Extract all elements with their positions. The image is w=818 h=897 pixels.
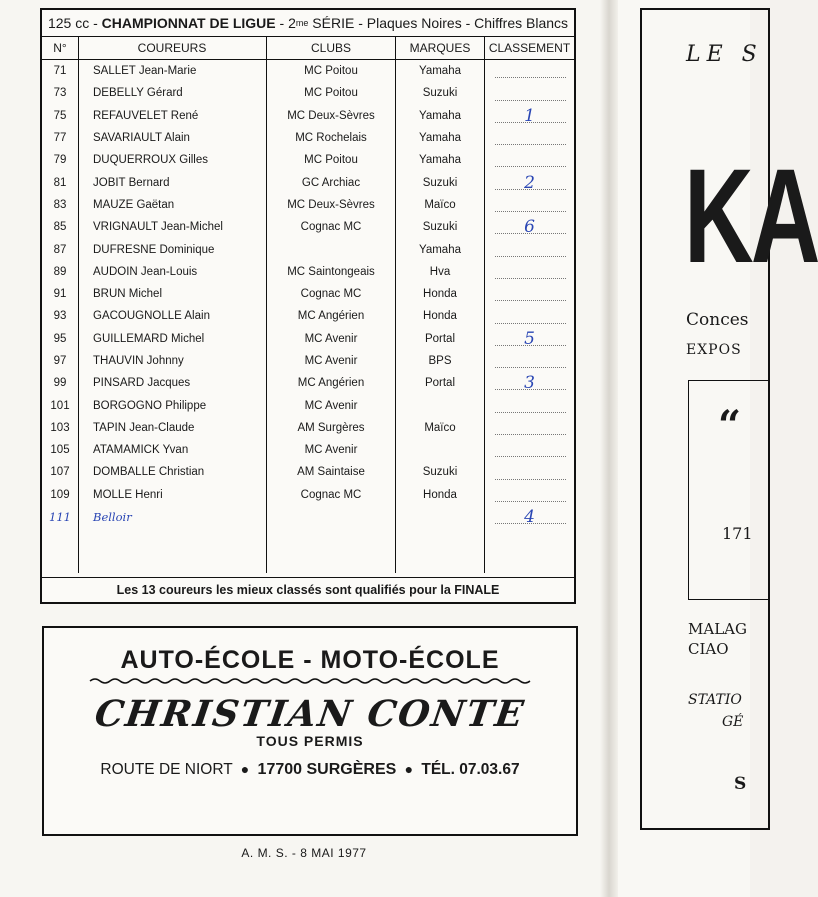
title-digits: Chiffres Blancs <box>474 15 569 31</box>
rider-name: BORGOGNO Philippe <box>79 394 267 416</box>
rider-club: MC Saintongeais <box>267 261 396 283</box>
blank-cell <box>42 551 79 573</box>
empty-brand <box>396 506 485 528</box>
ranking-dotted-line <box>495 211 566 212</box>
col-brands: MARQUES <box>396 37 485 60</box>
rider-name: GUILLEMARD Michel <box>79 328 267 350</box>
rider-name: DEBELLY Gérard <box>79 82 267 104</box>
title-plates: Plaques Noires <box>366 15 462 31</box>
ranking-handwritten: 3 <box>524 373 535 394</box>
ad-tagline: TOUS PERMIS <box>256 733 364 749</box>
rider-club: Cognac MC <box>267 216 396 238</box>
ranking-dotted-line <box>495 278 566 279</box>
col-riders: COUREURS <box>79 37 267 60</box>
rider-ranking <box>485 194 575 216</box>
table-row <box>42 171 574 193</box>
table-row <box>42 194 574 216</box>
blank-cell <box>396 528 485 550</box>
rider-ranking <box>485 283 575 305</box>
ranking-dotted-line <box>495 367 566 368</box>
handwritten-number: 111 <box>49 510 71 525</box>
col-clubs: CLUBS <box>267 37 396 60</box>
rider-ranking <box>485 82 575 104</box>
rider-ranking <box>485 417 575 439</box>
ad-city: 17700 SURGÈRES <box>257 761 397 778</box>
rider-name: JOBIT Bernard <box>79 171 267 193</box>
rider-brand: Yamaha <box>396 149 485 171</box>
right-big-letters: KA <box>684 142 818 291</box>
rider-number: 97 <box>53 355 67 367</box>
rider-brand: Yamaha <box>396 238 485 260</box>
rider-club: AM Surgères <box>267 417 396 439</box>
rider-club: MC Avenir <box>267 328 396 350</box>
ranking-dotted-line <box>495 479 566 480</box>
rider-brand: Yamaha <box>396 127 485 149</box>
rider-name: TAPIN Jean-Claude <box>79 417 267 439</box>
right-line-5: STATIO <box>688 692 742 708</box>
blank-cell <box>485 551 575 573</box>
rider-number: 79 <box>53 154 67 167</box>
table-row <box>42 394 574 416</box>
title-series-word: SÉRIE <box>312 15 355 31</box>
ranking-dotted-line <box>495 100 566 101</box>
rider-name: AUDOIN Jean-Louis <box>79 261 267 283</box>
rider-number: 105 <box>50 444 70 457</box>
rider-club: AM Saintaise <box>267 461 396 483</box>
blank-cell <box>267 528 396 550</box>
right-line-4: CIAO <box>688 640 729 658</box>
rider-brand: Honda <box>396 305 485 327</box>
driving-school-ad <box>42 626 578 836</box>
table-row <box>42 439 574 461</box>
handwritten-name: Belloir <box>79 506 267 528</box>
table-row <box>42 461 574 483</box>
empty-club <box>267 506 396 528</box>
rider-number: 75 <box>53 109 67 122</box>
ranking-dotted-line <box>495 456 566 457</box>
rider-name: SALLET Jean-Marie <box>79 60 267 83</box>
rider-ranking <box>485 105 575 127</box>
rider-number: 91 <box>53 288 67 301</box>
blank-cell <box>485 528 575 550</box>
ranking-handwritten: 5 <box>524 328 535 349</box>
rider-name: DUQUERROUX Gilles <box>79 149 267 171</box>
rider-brand: Suzuki <box>396 216 485 238</box>
ranking-dotted-line <box>495 300 566 301</box>
rider-ranking <box>485 171 575 193</box>
ranking-dotted-line <box>495 501 566 502</box>
ad-phone: TÉL. 07.03.67 <box>421 761 520 778</box>
ad-street: ROUTE DE NIORT <box>100 761 233 778</box>
rider-brand: Suzuki <box>396 461 485 483</box>
rider-brand: Portal <box>396 372 485 394</box>
table-row <box>42 238 574 260</box>
rider-ranking <box>485 328 575 350</box>
table-row <box>42 283 574 305</box>
ranking-handwritten: 2 <box>524 172 535 193</box>
right-line-6: GÉ <box>722 714 744 730</box>
title-sep-1: - <box>93 15 98 31</box>
rider-ranking <box>485 238 575 260</box>
rider-brand: BPS <box>396 350 485 372</box>
handwritten-ranking <box>485 506 575 528</box>
table-row <box>42 305 574 327</box>
bullet-icon: ● <box>404 761 414 777</box>
ranking-dotted-line <box>495 323 566 324</box>
table-row <box>42 417 574 439</box>
title-series-number: 2 <box>288 15 296 31</box>
rider-brand: Hva <box>396 261 485 283</box>
table-row <box>42 149 574 171</box>
col-number: N° <box>42 37 79 60</box>
title-championship: CHAMPIONNAT DE LIGUE <box>101 15 276 31</box>
rider-club: MC Deux-Sèvres <box>267 194 396 216</box>
title-sep-2: - <box>279 15 285 31</box>
rider-ranking <box>485 305 575 327</box>
rider-brand: Honda <box>396 283 485 305</box>
table-row <box>42 328 574 350</box>
ranking-dotted-line <box>495 144 566 145</box>
blank-cell <box>267 551 396 573</box>
rider-ranking <box>485 484 575 506</box>
rider-ranking <box>485 350 575 372</box>
rider-number: 109 <box>50 488 70 501</box>
rider-ranking <box>485 394 575 416</box>
riders-grid <box>42 37 574 573</box>
rider-club: Cognac MC <box>267 484 396 506</box>
ranking-dotted-line <box>495 77 566 78</box>
rider-brand: Yamaha <box>396 60 485 83</box>
rider-brand: Suzuki <box>396 82 485 104</box>
table-row <box>42 60 574 83</box>
handwritten-row <box>42 506 574 528</box>
rider-number: 101 <box>50 399 70 412</box>
right-inner-number: 171 <box>722 524 753 543</box>
blank-row <box>42 528 574 550</box>
rider-name: MAUZE Gaëtan <box>79 194 267 216</box>
rider-name: PINSARD Jacques <box>79 372 267 394</box>
page-fold <box>600 0 618 897</box>
blank-row <box>42 551 574 573</box>
ad-headline: AUTO-ÉCOLE - MOTO-ÉCOLE <box>120 646 500 674</box>
bullet-icon: ● <box>240 761 250 777</box>
table-row <box>42 216 574 238</box>
rider-ranking <box>485 372 575 394</box>
blank-cell <box>396 551 485 573</box>
title-series-suffix: me <box>295 18 309 28</box>
rider-brand: Portal <box>396 328 485 350</box>
rider-club: MC Poitou <box>267 60 396 83</box>
rider-club <box>267 238 396 260</box>
ranking-handwritten: 1 <box>524 105 535 126</box>
ranking-dotted-line <box>495 166 566 167</box>
event-date-note: A. M. S. - 8 MAI 1977 <box>241 846 367 860</box>
rider-name: REFAUVELET René <box>79 105 267 127</box>
rider-club: MC Avenir <box>267 439 396 461</box>
rider-number: 81 <box>53 176 67 189</box>
wave-underline-icon <box>90 677 530 685</box>
rider-club: MC Angérien <box>267 305 396 327</box>
rider-brand <box>396 394 485 416</box>
rider-club: MC Avenir <box>267 350 396 372</box>
rider-ranking <box>485 261 575 283</box>
ranking-dotted-line <box>495 434 566 435</box>
right-line-1: Conces <box>686 310 749 330</box>
rider-name: THAUVIN Johnny <box>79 350 267 372</box>
blank-cell <box>42 528 79 550</box>
table-title <box>42 10 574 37</box>
table-row <box>42 82 574 104</box>
rider-number: 71 <box>53 65 67 78</box>
ranking-dotted-line <box>495 412 566 413</box>
results-table <box>40 8 576 604</box>
table-row <box>42 350 574 372</box>
rider-brand <box>396 439 485 461</box>
blank-cell <box>79 551 267 573</box>
rider-name: GACOUGNOLLE Alain <box>79 305 267 327</box>
title-class: 125 cc <box>47 15 90 31</box>
rider-name: MOLLE Henri <box>79 484 267 506</box>
rider-club: MC Angérien <box>267 372 396 394</box>
right-line-7: S <box>734 774 747 794</box>
right-line-3: MALAG <box>688 620 747 638</box>
rider-number: 87 <box>53 243 67 256</box>
ranking-handwritten: 4 <box>524 507 535 528</box>
rider-name: DOMBALLE Christian <box>79 461 267 483</box>
rider-brand: Suzuki <box>396 171 485 193</box>
rider-club: MC Poitou <box>267 82 396 104</box>
rider-name: BRUN Michel <box>79 283 267 305</box>
rider-brand: Maïco <box>396 194 485 216</box>
rider-club: MC Deux-Sèvres <box>267 105 396 127</box>
rider-ranking <box>485 461 575 483</box>
title-sep-3: - <box>358 15 363 31</box>
right-heading: LE S <box>686 42 763 67</box>
rider-name: DUFRESNE Dominique <box>79 238 267 260</box>
rider-brand: Maïco <box>396 417 485 439</box>
rider-ranking <box>485 439 575 461</box>
rider-number: 83 <box>53 198 67 211</box>
table-row <box>42 105 574 127</box>
right-quote: “ <box>718 402 742 449</box>
rider-club: MC Poitou <box>267 149 396 171</box>
ad-school-name: CHRISTIAN CONTE <box>92 693 528 735</box>
ad-address <box>44 761 576 779</box>
rider-number: 93 <box>53 310 67 323</box>
table-row <box>42 372 574 394</box>
ranking-dotted-line <box>495 256 566 257</box>
header-row <box>42 37 574 60</box>
ranking-handwritten: 6 <box>524 217 535 238</box>
rider-ranking <box>485 216 575 238</box>
table-row <box>42 261 574 283</box>
rider-name: VRIGNAULT Jean-Michel <box>79 216 267 238</box>
rider-number: 77 <box>53 132 67 145</box>
rider-name: SAVARIAULT Alain <box>79 127 267 149</box>
rider-name: ATAMAMICK Yvan <box>79 439 267 461</box>
title-sep-4: - <box>465 15 471 31</box>
rider-brand: Yamaha <box>396 105 485 127</box>
rider-number: 107 <box>50 466 70 479</box>
table-row <box>42 484 574 506</box>
rider-ranking <box>485 149 575 171</box>
qualification-note: Les 13 coureurs les mieux classés sont qualifiés pour la FINALE <box>42 577 574 602</box>
rider-brand: Honda <box>396 484 485 506</box>
rider-number: 99 <box>53 377 67 390</box>
right-line-2: EXPOS <box>686 342 742 358</box>
col-ranking: CLASSEMENT <box>485 37 575 60</box>
rider-club: Cognac MC <box>267 283 396 305</box>
rider-club: MC Avenir <box>267 394 396 416</box>
rider-ranking <box>485 60 575 83</box>
blank-cell <box>79 528 267 550</box>
rider-number: 95 <box>53 332 67 345</box>
rider-club: GC Archiac <box>267 171 396 193</box>
rider-number: 89 <box>53 265 67 278</box>
rider-ranking <box>485 127 575 149</box>
rider-number: 85 <box>53 221 67 234</box>
rider-number: 73 <box>53 87 67 100</box>
rider-number: 103 <box>50 421 70 434</box>
table-row <box>42 127 574 149</box>
rider-club: MC Rochelais <box>267 127 396 149</box>
